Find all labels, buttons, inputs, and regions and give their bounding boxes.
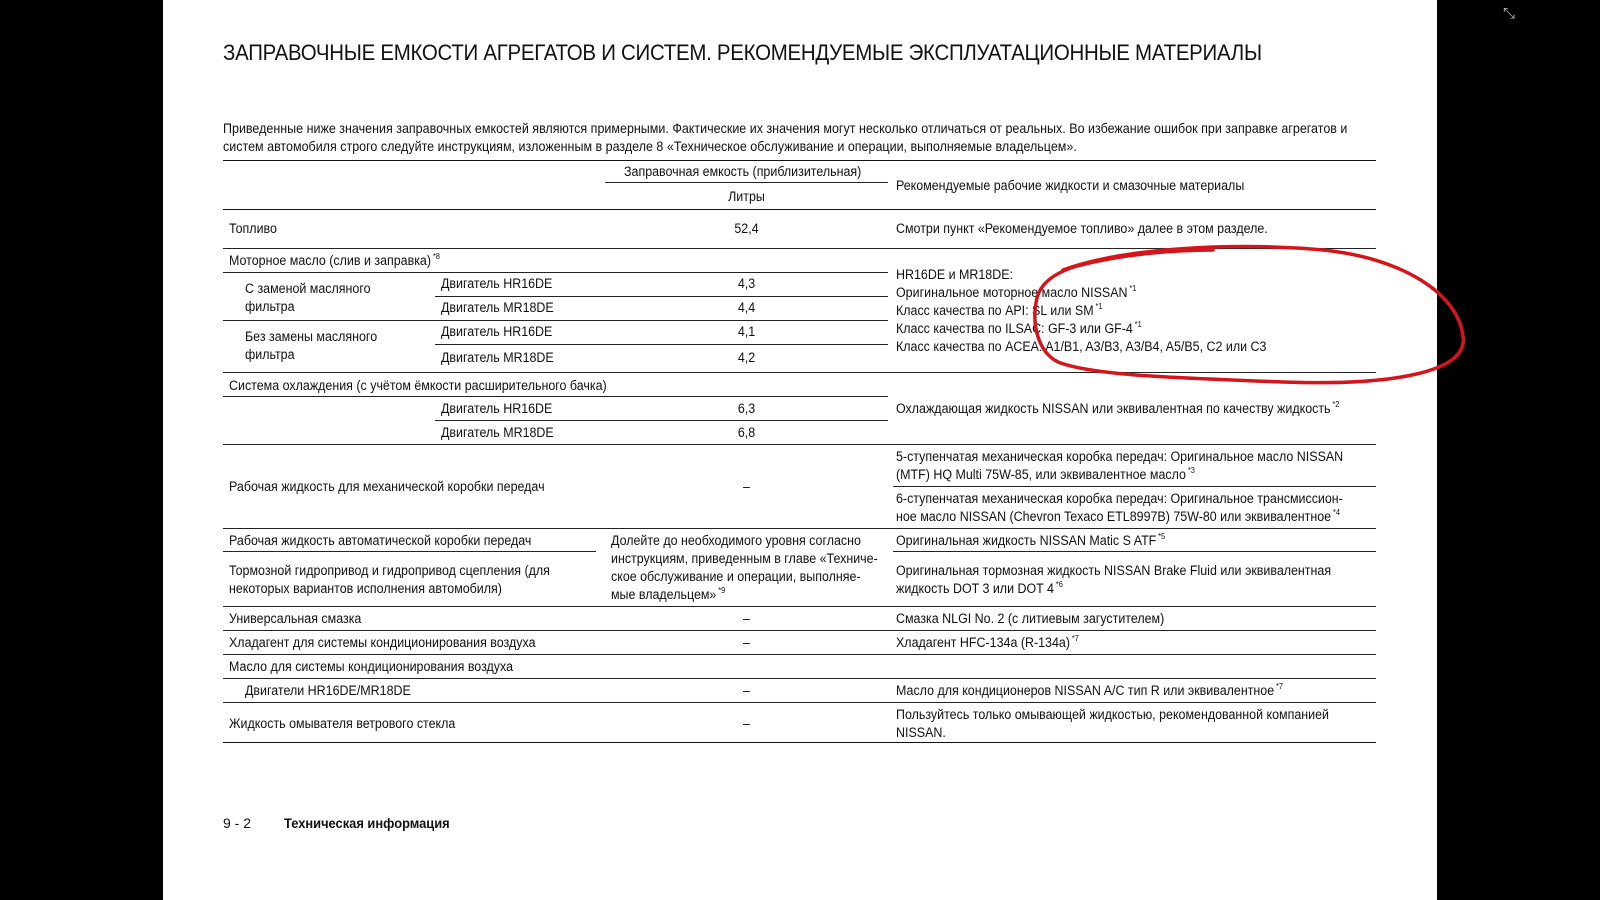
- brake-rec-l1: Оригинальная тормозная жидкость NISSAN Brake Fluid или эквивалентная: [896, 563, 1332, 578]
- manual-value: –: [743, 479, 750, 494]
- manual-rec2-l2: ное масло NISSAN (Chevron Texaco ETL8997B) 75W-80 или эквивалентное $^{*4}$: [896, 508, 1341, 524]
- oil-rec-line: Оригинальное моторное масло NISSAN $^{*1}$: [896, 284, 1137, 300]
- table-rule: [223, 444, 1376, 445]
- oil-value: 4,4: [737, 300, 756, 315]
- table-rule: [435, 344, 888, 345]
- brake-label-l1: Тормозной гидропривод и гидропривод сцепления (для: [229, 563, 550, 578]
- topup-l1: Долейте до необходимого уровня согласно: [611, 533, 861, 548]
- oil-engine: Двигатель HR16DE: [441, 276, 553, 291]
- table-rule: [223, 528, 1376, 529]
- brake-rec-l2: жидкость DOT 3 или DOT 4 $^{*6}$: [896, 580, 1063, 596]
- cooling-value: 6,8: [737, 425, 756, 440]
- intro-line-1: Приведенные ниже значения заправочных емкостей являются примерными. Фактические их значения могут несколько отличаться от реальных. Во избежание ошибок при заправке агрегатов и: [223, 121, 1348, 136]
- table-rule: [223, 678, 1376, 679]
- auto-rec: Оригинальная жидкость NISSAN Matic S ATF $^{*5}$: [896, 532, 1166, 548]
- table-rule: [435, 296, 888, 297]
- header-liters: Литры: [728, 189, 765, 204]
- table-rule: [223, 209, 1376, 210]
- oil-engine: Двигатель HR16DE: [441, 324, 553, 339]
- oil-value: 4,3: [737, 276, 756, 291]
- washer-rec-l1: Пользуйтесь только омывающей жидкостью, рекомендованной компанией: [896, 707, 1329, 722]
- table-rule: [605, 182, 888, 183]
- brake-label-l2: некоторых вариантов исполнения автомобиля): [229, 581, 502, 596]
- table-rule: [223, 272, 888, 273]
- red-annotation-oval: [1033, 244, 1473, 394]
- cooling-label: Система охлаждения (с учётом ёмкости расширительного бачка): [229, 378, 607, 393]
- intro-text: [223, 120, 1373, 156]
- grease-rec: Смазка NLGI No. 2 (с литиевым загустителем): [896, 611, 1165, 626]
- manual-rec2-l1: 6-ступенчатая механическая коробка передач: Оригинальное трансмиссион-: [896, 491, 1343, 506]
- oil-engine: Двигатель MR18DE: [441, 350, 554, 365]
- manual-rec1-l2: (MTF) HQ Multi 75W-85, или эквивалентное масло $^{*3}$: [896, 466, 1195, 482]
- oil-without-filter-l2: фильтра: [245, 347, 295, 362]
- cooling-value: 6,3: [737, 401, 756, 416]
- oil-without-filter-l1: Без замены масляного: [245, 329, 378, 344]
- cooling-rec: Охлаждающая жидкость NISSAN или эквивалентная по качеству жидкость $^{*2}$: [896, 400, 1340, 416]
- manual-label: Рабочая жидкость для механической коробки передач: [229, 479, 545, 494]
- table-rule: [223, 654, 1376, 655]
- washer-value: –: [743, 716, 750, 731]
- table-rule: [223, 160, 1376, 161]
- topup-l2: инструкциям, приведенным в главе «Техниче-: [611, 551, 878, 566]
- auto-label: Рабочая жидкость автоматической коробки передач: [229, 533, 532, 548]
- fuel-value: 52,4: [734, 221, 759, 236]
- oil-value: 4,2: [737, 350, 756, 365]
- table-rule: [223, 630, 1376, 631]
- manual-rec1-l1: 5-ступенчатая механическая коробка передач: Оригинальное масло NISSAN: [896, 449, 1344, 464]
- table-rule: [893, 551, 1376, 552]
- table-rule: [223, 702, 1376, 703]
- refrigerant-rec: Хладагент HFC-134a (R-134a) $^{*7}$: [896, 634, 1079, 650]
- refrigerant-value: –: [743, 635, 750, 650]
- table-rule: [223, 320, 888, 321]
- intro-line-2: систем автомобиля строго следуйте инструкциям, изложенным в разделе 8 «Техническое обслуживание и операции, выполняемые владельцем».: [223, 139, 1077, 154]
- header-recommended: Рекомендуемые рабочие жидкости и смазочные материалы: [896, 178, 1245, 193]
- page-title: ЗАПРАВОЧНЫЕ ЕМКОСТИ АГРЕГАТОВ И СИСТЕМ. РЕКОМЕНДУЕМЫЕ ЭКСПЛУАТАЦИОННЫЕ МАТЕРИАЛЫ: [223, 40, 1262, 65]
- exit-fullscreen-icon[interactable]: ⤡: [1502, 5, 1515, 22]
- grease-label: Универсальная смазка: [229, 611, 362, 626]
- table-rule: [435, 420, 888, 421]
- cooling-engine: Двигатель MR18DE: [441, 425, 554, 440]
- ac-oil-label: Масло для системы кондиционирования воздуха: [229, 659, 514, 674]
- oil-with-filter-l1: С заменой масляного: [245, 281, 371, 296]
- fuel-label: Топливо: [229, 221, 277, 236]
- table-rule: [223, 742, 1376, 743]
- washer-label: Жидкость омывателя ветрового стекла: [229, 716, 456, 731]
- topup-l3: ское обслуживание и операции, выполняе-: [611, 569, 861, 584]
- oil-label: Моторное масло (слив и заправка) $^{*8}$: [229, 252, 440, 268]
- table-rule: [223, 551, 596, 552]
- section-name: Техническая информация: [284, 815, 450, 831]
- page-number: 9 - 2: [223, 815, 252, 831]
- cooling-engine: Двигатель HR16DE: [441, 401, 553, 416]
- washer-rec-l2: NISSAN.: [896, 725, 946, 740]
- topup-l4: мые владельцем» $^{*9}$: [611, 586, 726, 602]
- oil-rec-line: Класс качества по ACEA: A1/B1, A3/B3, A3/B4, A5/B5, C2 или C3: [896, 339, 1267, 354]
- ac-oil-engines: Двигатели HR16DE/MR18DE: [245, 683, 411, 698]
- fuel-rec: Смотри пункт «Рекомендуемое топливо» далее в этом разделе.: [896, 221, 1268, 236]
- grease-value: –: [743, 611, 750, 626]
- document-page: [163, 0, 1437, 900]
- table-rule: [223, 396, 888, 397]
- oil-with-filter-l2: фильтра: [245, 299, 295, 314]
- oil-rec-line: Класс качества по API: SL или SM $^{*1}$: [896, 302, 1103, 318]
- oil-engine: Двигатель MR18DE: [441, 300, 554, 315]
- oil-value: 4,1: [737, 324, 756, 339]
- header-capacity: Заправочная емкость (приблизительная): [624, 164, 862, 179]
- refrigerant-label: Хладагент для системы кондиционирования воздуха: [229, 635, 536, 650]
- oil-rec-line: HR16DE и MR18DE:: [896, 267, 1014, 282]
- oil-rec-line: Класс качества по ILSAC: GF-3 или GF-4 $^{*1}$: [896, 320, 1142, 336]
- table-rule: [223, 606, 1376, 607]
- table-rule: [893, 486, 1376, 487]
- ac-oil-rec: Масло для кондиционеров NISSAN A/C тип R или эквивалентное $^{*7}$: [896, 682, 1284, 698]
- ac-oil-value: –: [743, 683, 750, 698]
